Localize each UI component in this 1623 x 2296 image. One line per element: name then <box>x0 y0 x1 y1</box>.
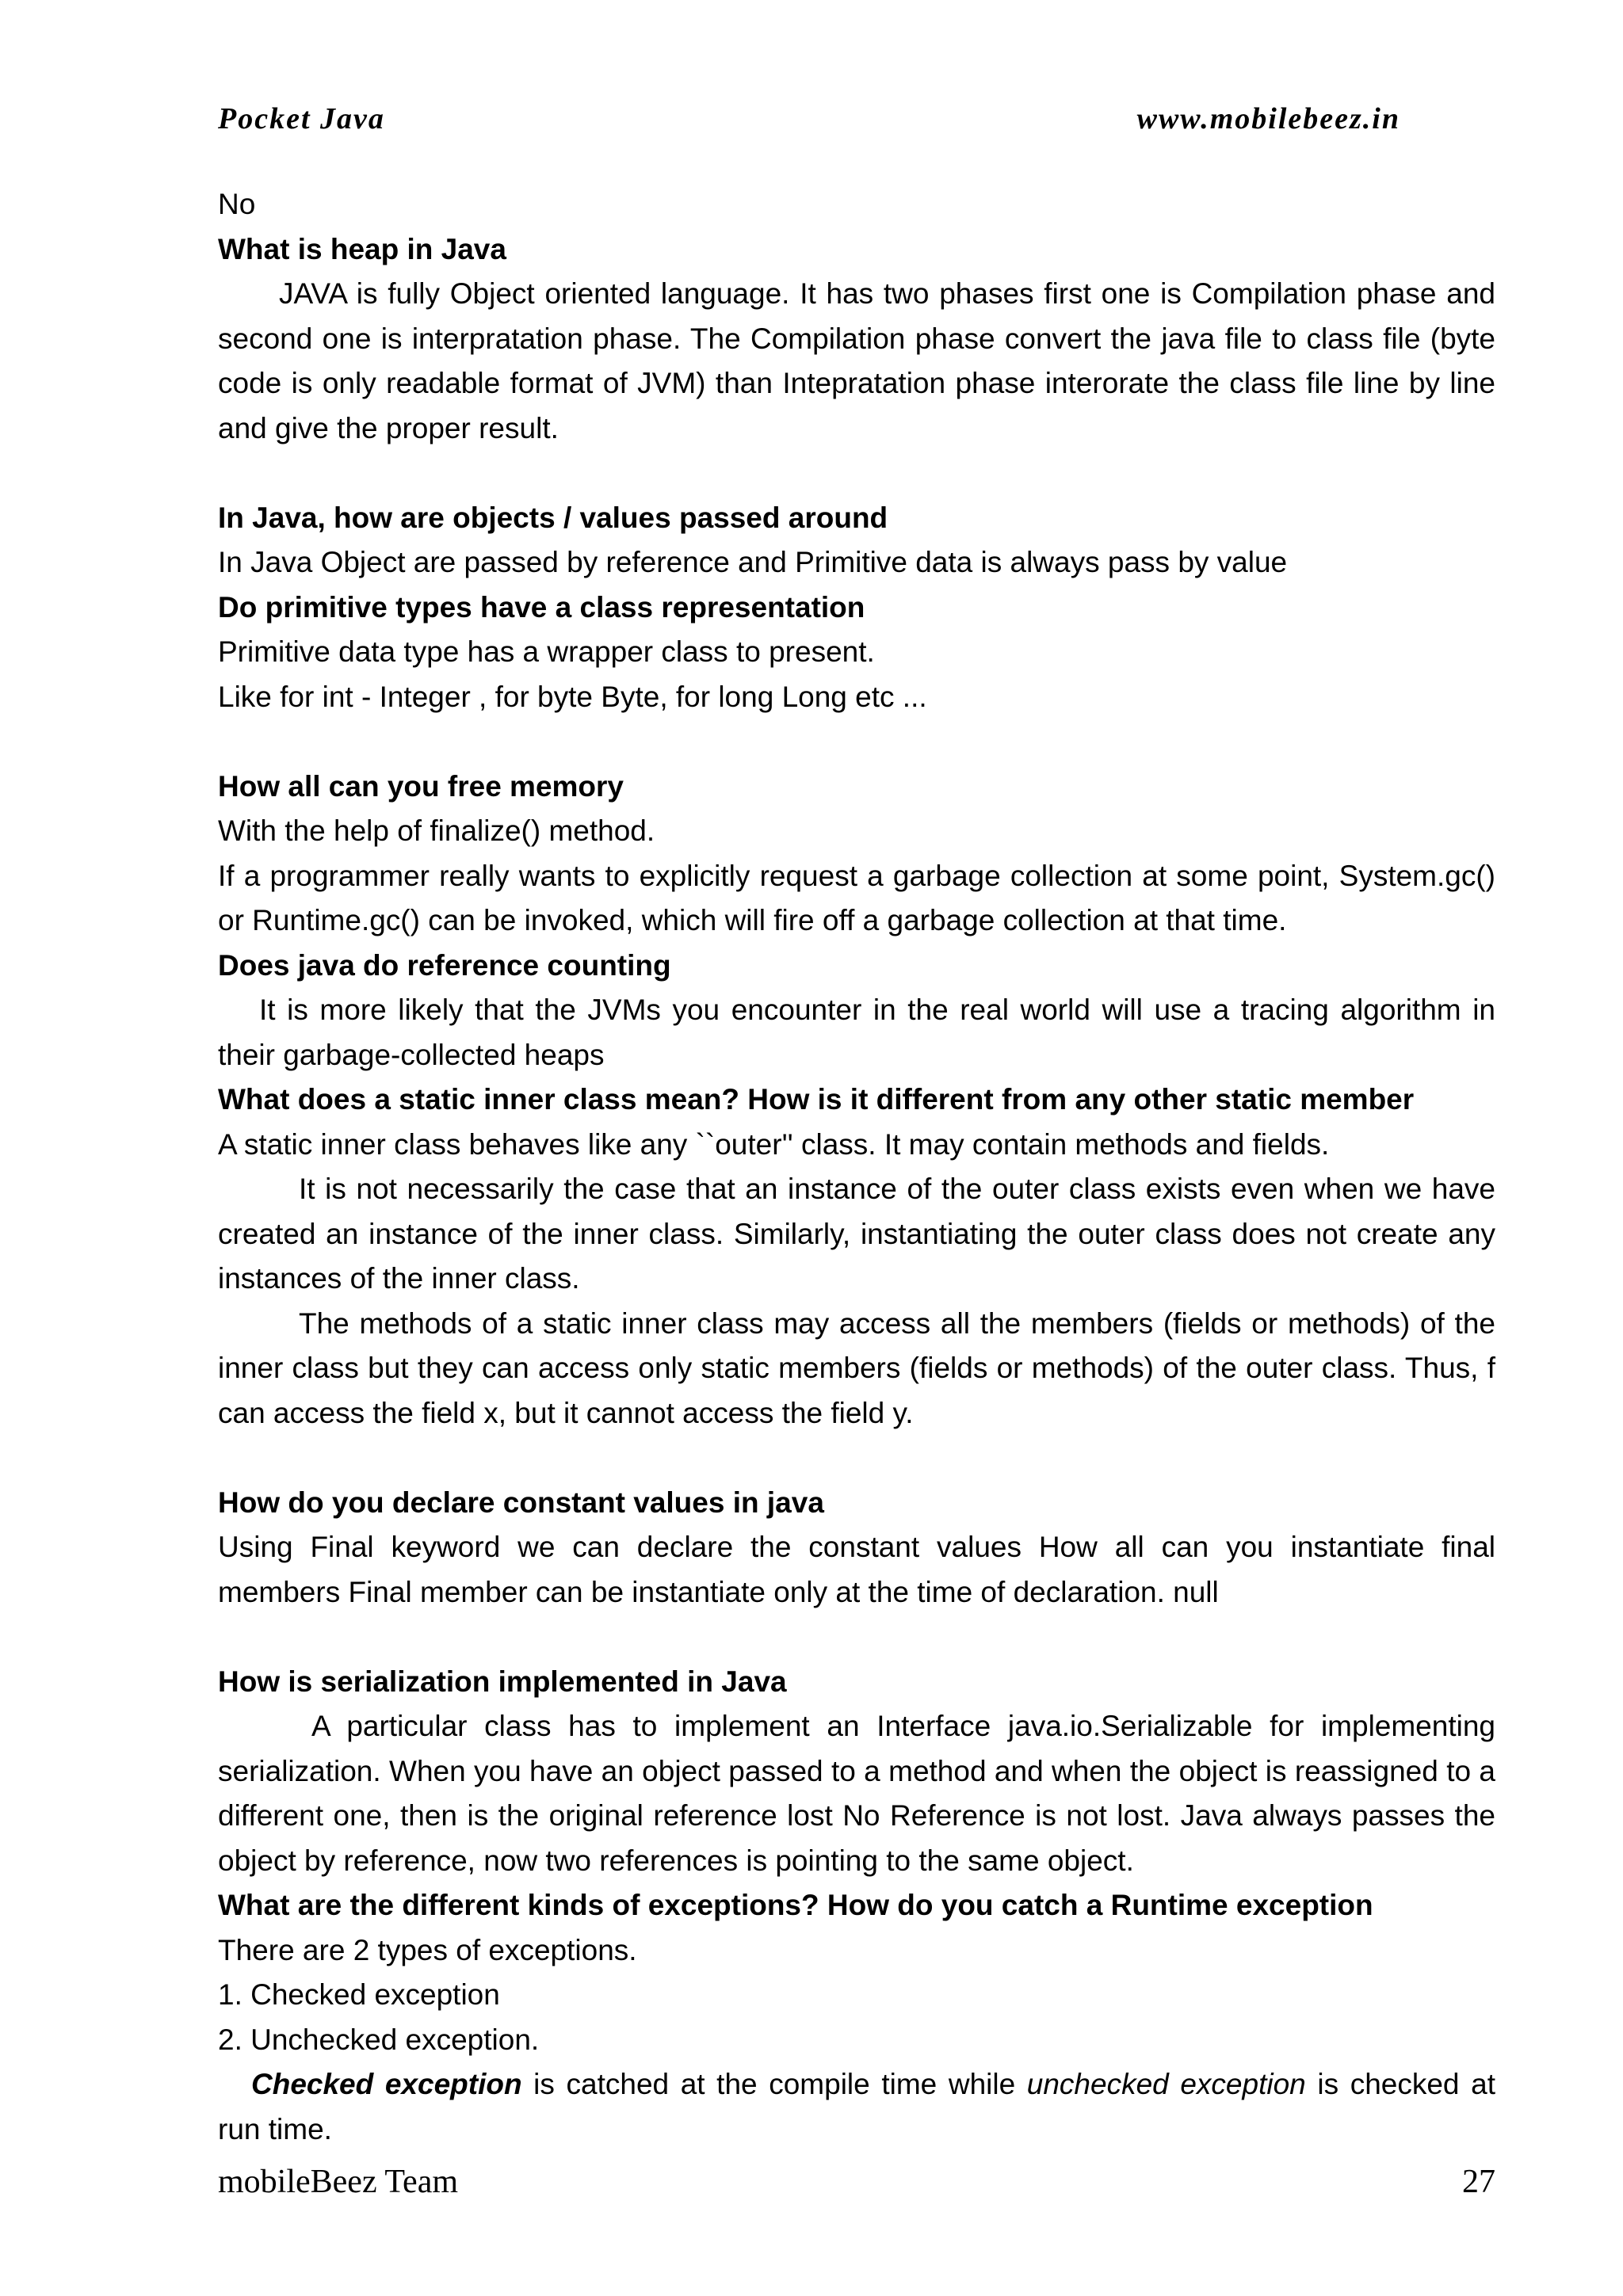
question-heading: Do primitive types have a class representation <box>218 590 865 624</box>
page-content <box>218 182 1495 2152</box>
text-run: is catched at the compile time while <box>521 2068 1027 2100</box>
answer-text: A static inner class behaves like any ``outer'' class. It may contain methods and fields. <box>218 1127 1330 1161</box>
text-run: is checked at run time. <box>218 2068 1495 2145</box>
answer-text: In Java Object are passed by reference and Primitive data is always pass by value <box>218 546 1288 578</box>
answer-text: Primitive data type has a wrapper class to present. <box>218 635 875 668</box>
answer-text: The methods of a static inner class may access all the members (fields or methods) of the inner class but they can access only static members (fields or methods) of the outer class. Thus, f can access the field x, but it cannot access the field y. <box>218 1306 1495 1429</box>
spacer <box>218 1436 1495 1481</box>
answer-text <box>218 2062 1495 2152</box>
website: www.mobilebeez.in <box>1136 102 1400 135</box>
spacer <box>218 719 1495 765</box>
question-heading: How do you declare constant values in java <box>218 1486 824 1519</box>
list-item: 2. Unchecked exception. <box>218 2023 540 2056</box>
question-heading: In Java, how are objects / values passed around <box>218 501 888 534</box>
question-heading: Does java do reference counting <box>218 948 671 982</box>
question-heading: What does a static inner class mean? How is it different from any other static member <box>218 1083 1415 1116</box>
answer-text: No <box>218 188 256 220</box>
answer-text: Like for int - Integer , for byte Byte, for long Long etc ... <box>218 680 927 713</box>
page-number: 27 <box>1462 2164 1495 2200</box>
answer-text: A particular class has to implement an Interface java.io.Serializable for implementing serialization. When you have an object passed to a method and when the object is reassigned to a different one, then is the original reference lost No Reference is not lost. Java always passes the object by reference, now two references is pointing to the same object. <box>218 1710 1495 1877</box>
page-footer <box>218 2163 1495 2210</box>
spacer <box>218 1615 1495 1660</box>
page-header <box>218 101 1400 149</box>
book-title: Pocket Java <box>218 102 385 135</box>
question-heading: What is heap in Java <box>218 232 506 265</box>
question-heading: How is serialization implemented in Java <box>218 1665 787 1698</box>
question-heading: What are the different kinds of exceptions? How do you catch a Runtime exception <box>218 1889 1373 1921</box>
emphasis-checked: Checked exception <box>251 2068 522 2100</box>
answer-text: It is not necessarily the case that an instance of the outer class exists even when we have created an instance of the inner class. Similarly, instantiating the outer class does not create any instances of the inner class. <box>218 1173 1495 1295</box>
footer-team: mobileBeez Team <box>218 2164 459 2200</box>
list-item: 1. Checked exception <box>218 1978 500 2011</box>
answer-text: There are 2 types of exceptions. <box>218 1933 637 1966</box>
emphasis-unchecked: unchecked exception <box>1026 2068 1306 2100</box>
answer-text: JAVA is fully Object oriented language. It has two phases first one is Compilation phase and second one is interpratation phase. The Compilation phase convert the java file to class file (byte code is only readable format of JVM) than Intepratation phase interorate the class file line by line and give the proper result. <box>218 277 1495 444</box>
answer-text: It is more likely that the JVMs you encounter in the real world will use a tracing algorithm in their garbage-collected heaps <box>218 994 1495 1071</box>
answer-text: If a programmer really wants to explicitly request a garbage collection at some point, System.gc() or Runtime.gc() can be invoked, which will fire off a garbage collection at that time. <box>218 859 1495 936</box>
answer-text: Using Final keyword we can declare the constant values How all can you instantiate final members Final member can be instantiate only at the time of declaration. null <box>218 1531 1495 1608</box>
spacer <box>218 451 1495 496</box>
question-heading: How all can you free memory <box>218 769 624 803</box>
answer-text: With the help of finalize() method. <box>218 814 655 847</box>
